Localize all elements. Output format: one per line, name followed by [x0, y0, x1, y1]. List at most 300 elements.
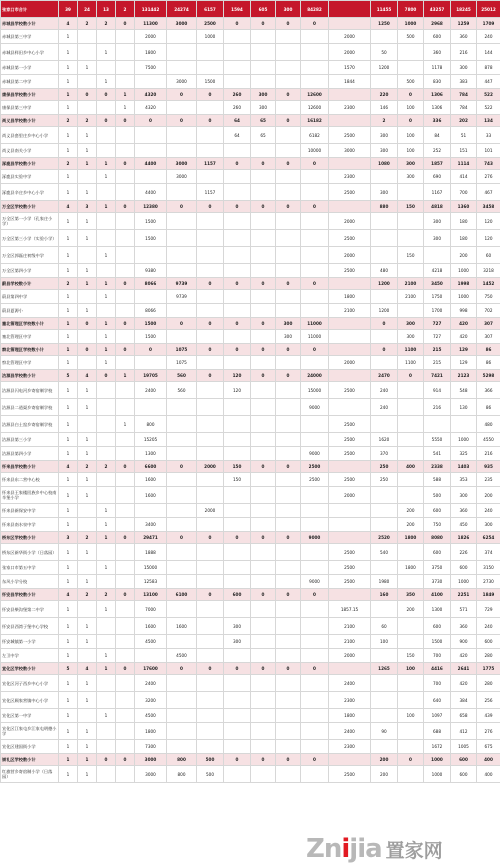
- table-cell: [371, 601, 398, 618]
- table-cell: [97, 433, 116, 447]
- table-cell: [224, 692, 251, 709]
- table-cell: 2730: [477, 575, 500, 589]
- table-cell: 2968: [424, 18, 451, 30]
- table-cell: [224, 184, 251, 201]
- table-cell: [371, 561, 398, 575]
- table-cell: [251, 304, 276, 318]
- table-cell: [301, 504, 329, 518]
- total-cell: [329, 1, 371, 18]
- table-cell: [197, 304, 224, 318]
- table-cell: 65: [251, 127, 276, 144]
- table-cell: 1844: [329, 75, 371, 89]
- table-cell: [78, 709, 97, 723]
- table-cell: [197, 127, 224, 144]
- table-cell: 1: [116, 370, 135, 382]
- table-cell: 60: [477, 247, 500, 264]
- school-name: 怀来县东二营中心校: [1, 473, 59, 487]
- table-cell: 1: [59, 518, 78, 532]
- school-row: [1, 709, 500, 723]
- table-cell: 2500: [329, 127, 371, 144]
- table-cell: [398, 61, 424, 75]
- table-cell: 1: [59, 382, 78, 399]
- table-cell: [116, 304, 135, 318]
- table-cell: 935: [477, 461, 500, 473]
- table-cell: [197, 230, 224, 247]
- table-cell: [276, 264, 301, 278]
- school-name: 万全区郭磊庄初级中学: [1, 247, 59, 264]
- table-cell: [97, 213, 116, 230]
- table-cell: 3000: [167, 170, 197, 184]
- table-cell: 900: [451, 635, 477, 649]
- table-cell: 0: [78, 318, 97, 330]
- table-cell: [251, 504, 276, 518]
- table-cell: [97, 127, 116, 144]
- table-cell: 1: [78, 399, 97, 416]
- table-cell: 0: [276, 754, 301, 766]
- table-cell: [276, 61, 301, 75]
- table-cell: [301, 30, 329, 44]
- table-cell: [251, 416, 276, 433]
- school-row: [1, 382, 500, 399]
- table-cell: [116, 635, 135, 649]
- total-cell: 6157: [197, 1, 224, 18]
- table-cell: 215: [424, 344, 451, 356]
- total-cell: 300: [276, 1, 301, 18]
- table-cell: [371, 356, 398, 370]
- school-row: [1, 230, 500, 247]
- school-name: 左卫中学: [1, 649, 59, 663]
- table-cell: [224, 30, 251, 44]
- table-cell: 200: [371, 766, 398, 783]
- table-cell: 1: [59, 264, 78, 278]
- table-cell: 2: [78, 461, 97, 473]
- county-name: 桥东区学校数小计: [1, 532, 59, 544]
- table-cell: [276, 399, 301, 416]
- table-cell: 2338: [424, 461, 451, 473]
- table-cell: [97, 544, 116, 561]
- table-cell: [276, 740, 301, 754]
- table-cell: 2123: [451, 370, 477, 382]
- table-cell: 240: [477, 504, 500, 518]
- table-cell: 0: [301, 589, 329, 601]
- table-cell: [371, 213, 398, 230]
- table-cell: [371, 230, 398, 247]
- table-cell: [167, 601, 197, 618]
- table-cell: 300: [424, 230, 451, 247]
- table-cell: 1114: [451, 158, 477, 170]
- table-cell: [251, 544, 276, 561]
- table-cell: 2000: [135, 30, 167, 44]
- table-cell: 2400: [329, 675, 371, 692]
- table-cell: 600: [451, 754, 477, 766]
- table-cell: 500: [398, 30, 424, 44]
- table-cell: 2500: [329, 382, 371, 399]
- table-cell: 11000: [301, 318, 329, 330]
- county-subtotal-row: [1, 201, 500, 213]
- county-subtotal-row: [1, 278, 500, 290]
- table-cell: 0: [167, 461, 197, 473]
- table-cell: [197, 382, 224, 399]
- table-cell: [97, 575, 116, 589]
- table-cell: 3000: [167, 75, 197, 89]
- table-cell: [398, 44, 424, 61]
- table-cell: 0: [116, 18, 135, 30]
- table-cell: [97, 766, 116, 783]
- table-cell: [197, 487, 224, 504]
- table-cell: 1: [59, 101, 78, 115]
- table-cell: 1: [59, 618, 78, 635]
- table-cell: 3000: [329, 144, 371, 158]
- table-cell: [97, 144, 116, 158]
- school-row: [1, 290, 500, 304]
- total-cell: 43257: [424, 1, 451, 18]
- table-cell: 0: [224, 158, 251, 170]
- table-cell: [276, 723, 301, 740]
- table-cell: 100: [398, 709, 424, 723]
- table-cell: [329, 278, 371, 290]
- table-cell: [251, 635, 276, 649]
- table-cell: [251, 447, 276, 461]
- table-cell: 2500: [329, 544, 371, 561]
- table-cell: 4: [59, 18, 78, 30]
- table-cell: 9000: [301, 447, 329, 461]
- table-cell: 17600: [135, 663, 167, 675]
- school-row: [1, 649, 500, 663]
- table-cell: [116, 575, 135, 589]
- table-cell: 2400: [135, 382, 167, 399]
- table-cell: [251, 382, 276, 399]
- table-cell: [301, 561, 329, 575]
- table-cell: 702: [477, 304, 500, 318]
- table-cell: 4: [78, 663, 97, 675]
- table-cell: [78, 356, 97, 370]
- county-name: 宣化区学校数小计: [1, 663, 59, 675]
- table-cell: [301, 75, 329, 89]
- school-name: 赤城县第二中学: [1, 75, 59, 89]
- table-cell: [197, 740, 224, 754]
- table-cell: 300: [371, 184, 398, 201]
- table-cell: 1259: [451, 18, 477, 30]
- table-cell: [97, 416, 116, 433]
- table-cell: 120: [224, 382, 251, 399]
- table-cell: 0: [276, 589, 301, 601]
- table-cell: 24000: [301, 370, 329, 382]
- table-cell: 1452: [477, 278, 500, 290]
- table-cell: [371, 740, 398, 754]
- table-cell: [398, 487, 424, 504]
- table-cell: 2520: [371, 532, 398, 544]
- table-cell: 560: [167, 382, 197, 399]
- table-cell: 215: [424, 356, 451, 370]
- table-cell: [167, 30, 197, 44]
- table-cell: [251, 649, 276, 663]
- table-cell: 1: [97, 247, 116, 264]
- table-cell: 0: [97, 370, 116, 382]
- total-cell: 11455: [371, 1, 398, 18]
- table-cell: 1: [59, 544, 78, 561]
- table-cell: [224, 504, 251, 518]
- table-cell: 2500: [301, 473, 329, 487]
- table-cell: 252: [424, 144, 451, 158]
- table-cell: 1: [59, 740, 78, 754]
- table-cell: [197, 290, 224, 304]
- table-cell: 0: [135, 115, 167, 127]
- table-cell: 0: [301, 278, 329, 290]
- table-cell: [78, 330, 97, 344]
- table-cell: [197, 601, 224, 618]
- table-cell: [78, 247, 97, 264]
- table-cell: [251, 75, 276, 89]
- table-cell: 280: [477, 649, 500, 663]
- table-cell: [398, 230, 424, 247]
- table-cell: [301, 487, 329, 504]
- table-cell: [167, 61, 197, 75]
- table-cell: 1: [97, 290, 116, 304]
- table-cell: 370: [371, 447, 398, 461]
- table-cell: 151: [451, 144, 477, 158]
- table-cell: [329, 370, 371, 382]
- table-cell: [116, 518, 135, 532]
- table-cell: 743: [477, 158, 500, 170]
- site-watermark: [306, 832, 496, 866]
- table-cell: [398, 618, 424, 635]
- school-row: [1, 544, 500, 561]
- table-cell: [251, 61, 276, 75]
- table-cell: 0: [197, 532, 224, 544]
- table-cell: [276, 766, 301, 783]
- table-cell: [251, 247, 276, 264]
- table-cell: 447: [477, 75, 500, 89]
- table-cell: [116, 649, 135, 663]
- table-cell: [276, 544, 301, 561]
- table-cell: 0: [251, 461, 276, 473]
- table-cell: 1: [97, 532, 116, 544]
- table-cell: 4500: [135, 635, 167, 649]
- table-cell: 216: [477, 447, 500, 461]
- school-row: [1, 675, 500, 692]
- table-cell: 6182: [301, 127, 329, 144]
- table-cell: 600: [224, 589, 251, 601]
- table-cell: 1826: [451, 532, 477, 544]
- school-row: [1, 264, 500, 278]
- table-cell: 100: [371, 635, 398, 649]
- table-cell: [135, 247, 167, 264]
- table-cell: [371, 416, 398, 433]
- table-cell: [398, 692, 424, 709]
- table-cell: 84: [424, 127, 451, 144]
- table-cell: 366: [477, 382, 500, 399]
- table-cell: [78, 170, 97, 184]
- table-cell: [224, 433, 251, 447]
- table-cell: 0: [116, 158, 135, 170]
- table-cell: 700: [424, 649, 451, 663]
- table-cell: [197, 723, 224, 740]
- school-name: 蔚县第四中学: [1, 290, 59, 304]
- table-cell: 65: [251, 115, 276, 127]
- table-cell: 2000: [329, 487, 371, 504]
- table-cell: [167, 247, 197, 264]
- table-cell: [251, 356, 276, 370]
- table-cell: [329, 518, 371, 532]
- table-cell: 0: [371, 344, 398, 356]
- table-cell: [224, 447, 251, 461]
- table-cell: [224, 649, 251, 663]
- table-cell: 1: [59, 230, 78, 247]
- table-cell: [167, 487, 197, 504]
- table-cell: 1250: [371, 18, 398, 30]
- table-cell: 540: [371, 544, 398, 561]
- table-cell: 0: [167, 89, 197, 101]
- table-cell: 307: [477, 330, 500, 344]
- table-cell: [329, 201, 371, 213]
- table-cell: [371, 75, 398, 89]
- table-cell: 0: [167, 663, 197, 675]
- table-cell: 2: [97, 18, 116, 30]
- table-cell: [329, 589, 371, 601]
- table-cell: 1360: [451, 201, 477, 213]
- table-cell: [197, 356, 224, 370]
- table-cell: [167, 127, 197, 144]
- table-cell: 1672: [424, 740, 451, 754]
- table-cell: [97, 30, 116, 44]
- table-cell: 1600: [135, 473, 167, 487]
- table-cell: [276, 247, 301, 264]
- table-cell: 51: [451, 127, 477, 144]
- table-cell: 1: [59, 635, 78, 649]
- table-cell: 0: [224, 201, 251, 213]
- table-cell: [135, 399, 167, 416]
- county-subtotal-row: [1, 589, 500, 601]
- table-cell: [97, 61, 116, 75]
- school-row: [1, 184, 500, 201]
- table-cell: 200: [398, 504, 424, 518]
- table-cell: 0: [116, 115, 135, 127]
- table-cell: [78, 649, 97, 663]
- table-cell: [251, 692, 276, 709]
- table-cell: 200: [477, 487, 500, 504]
- table-cell: 1: [78, 230, 97, 247]
- table-cell: 1075: [167, 344, 197, 356]
- table-cell: 3750: [424, 561, 451, 575]
- table-cell: 0: [301, 18, 329, 30]
- table-cell: [135, 170, 167, 184]
- table-cell: 1: [78, 675, 97, 692]
- table-cell: [97, 264, 116, 278]
- table-cell: 1: [59, 416, 78, 433]
- school-row: [1, 304, 500, 318]
- table-cell: [276, 618, 301, 635]
- table-cell: [251, 144, 276, 158]
- table-cell: 1100: [398, 344, 424, 356]
- table-cell: [398, 447, 424, 461]
- table-cell: [329, 754, 371, 766]
- table-cell: 640: [424, 692, 451, 709]
- table-cell: [116, 433, 135, 447]
- table-cell: [167, 575, 197, 589]
- county-name: 察北管理区学校数小计: [1, 344, 59, 356]
- table-cell: [167, 447, 197, 461]
- table-cell: 0: [276, 278, 301, 290]
- table-cell: [167, 740, 197, 754]
- table-cell: [276, 575, 301, 589]
- table-cell: 0: [276, 344, 301, 356]
- table-cell: 1200: [371, 304, 398, 318]
- table-cell: [371, 290, 398, 304]
- table-cell: 300: [224, 635, 251, 649]
- table-cell: [97, 473, 116, 487]
- table-cell: [424, 416, 451, 433]
- table-cell: [197, 544, 224, 561]
- table-cell: 3000: [135, 766, 167, 783]
- table-cell: [398, 544, 424, 561]
- table-cell: [135, 127, 167, 144]
- table-cell: 3000: [167, 18, 197, 30]
- school-name: 沽源县第四小学: [1, 447, 59, 461]
- table-cell: 300: [398, 318, 424, 330]
- county-name: 崇礼区学校数小计: [1, 754, 59, 766]
- table-cell: [398, 575, 424, 589]
- table-cell: [224, 487, 251, 504]
- table-cell: 3458: [477, 201, 500, 213]
- table-cell: 800: [135, 416, 167, 433]
- table-cell: [329, 330, 371, 344]
- table-cell: [167, 518, 197, 532]
- table-cell: 1750: [424, 290, 451, 304]
- table-cell: [224, 170, 251, 184]
- table-cell: 1: [78, 544, 97, 561]
- table-cell: 160: [371, 589, 398, 601]
- table-cell: 600: [477, 635, 500, 649]
- table-cell: 300: [371, 127, 398, 144]
- total-cell: 2: [116, 1, 135, 18]
- table-cell: 64: [224, 127, 251, 144]
- table-cell: [224, 518, 251, 532]
- table-cell: [276, 184, 301, 201]
- table-cell: 420: [451, 675, 477, 692]
- table-cell: 300: [276, 318, 301, 330]
- table-cell: 1: [78, 692, 97, 709]
- county-subtotal-row: [1, 344, 500, 356]
- table-cell: 11300: [135, 18, 167, 30]
- table-cell: 522: [477, 89, 500, 101]
- table-cell: 4: [59, 201, 78, 213]
- table-cell: 3000: [167, 158, 197, 170]
- table-cell: 374: [477, 544, 500, 561]
- table-cell: 1306: [424, 89, 451, 101]
- table-cell: 1: [97, 518, 116, 532]
- table-cell: 420: [451, 330, 477, 344]
- table-cell: 1: [97, 504, 116, 518]
- table-cell: [78, 101, 97, 115]
- total-cell: 1594: [224, 1, 251, 18]
- school-name: 沽源县闪电河乡寄宿制学校: [1, 382, 59, 399]
- table-cell: 0: [276, 18, 301, 30]
- table-cell: 412: [451, 723, 477, 740]
- table-cell: 2300: [329, 740, 371, 754]
- table-cell: 101: [477, 144, 500, 158]
- county-subtotal-row: [1, 89, 500, 101]
- table-cell: 360: [451, 504, 477, 518]
- table-cell: [78, 290, 97, 304]
- table-cell: 420: [451, 649, 477, 663]
- table-cell: 383: [451, 75, 477, 89]
- table-cell: [224, 766, 251, 783]
- table-cell: 1: [78, 487, 97, 504]
- total-cell: 39: [59, 1, 78, 18]
- table-cell: [167, 416, 197, 433]
- table-cell: [197, 649, 224, 663]
- table-cell: [276, 416, 301, 433]
